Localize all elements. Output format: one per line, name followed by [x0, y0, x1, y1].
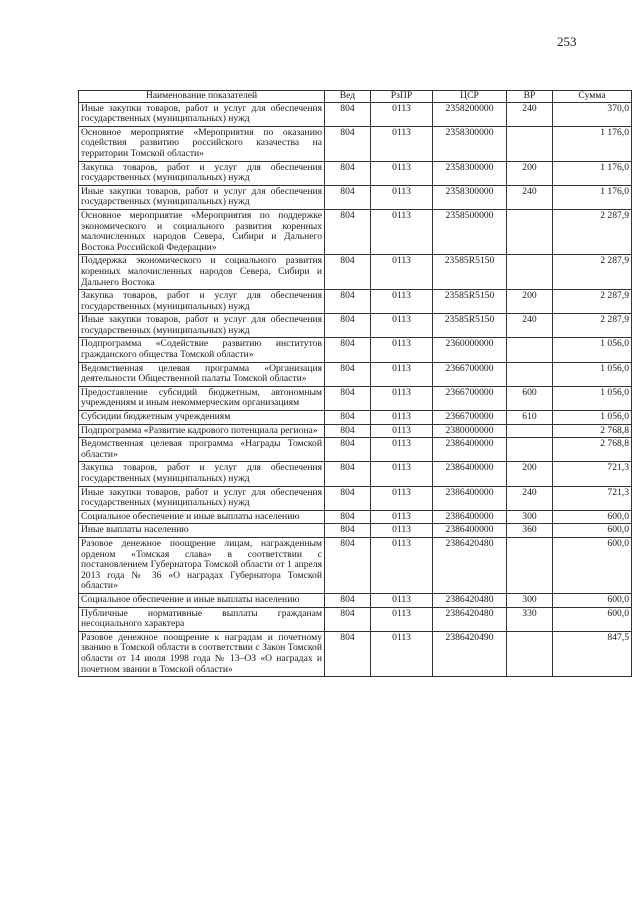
cell-name: Иные закупки товаров, работ и услуг для обеспечения государственных (муниципальных) нужд	[79, 102, 325, 126]
cell-vr: 200	[507, 462, 553, 486]
cell-ved: 804	[325, 424, 371, 438]
cell-vr: 600	[507, 386, 553, 410]
cell-vr	[507, 362, 553, 386]
table-row	[79, 255, 632, 290]
cell-rzpr: 0113	[371, 386, 433, 410]
table-row	[79, 290, 632, 314]
cell-ved: 804	[325, 607, 371, 631]
cell-csr: 2366700000	[433, 386, 507, 410]
cell-name: Иные закупки товаров, работ и услуг для обеспечения государственных (муниципальных) нужд	[79, 185, 325, 209]
cell-name: Ведомственная целевая программа «Награды Томской области»	[79, 438, 325, 462]
cell-name: Предоставление субсидий бюджетным, автономным учреждениям и иным некоммерческим организациям	[79, 386, 325, 410]
cell-csr: 2386420480	[433, 593, 507, 607]
cell-ved: 804	[325, 102, 371, 126]
cell-name: Поддержка экономического и социального развития коренных малочисленных народов Севера, Сибири и Дальнего Востока	[79, 255, 325, 290]
cell-vr	[507, 209, 553, 254]
cell-vr: 240	[507, 185, 553, 209]
cell-csr: 23585R5150	[433, 290, 507, 314]
cell-vr	[507, 424, 553, 438]
cell-ved: 804	[325, 362, 371, 386]
table-row	[79, 386, 632, 410]
table-row	[79, 462, 632, 486]
cell-sum: 1 056,0	[553, 362, 632, 386]
cell-name: Социальное обеспечение и иные выплаты населению	[79, 510, 325, 524]
cell-vr: 300	[507, 593, 553, 607]
header-ved: Вед	[325, 91, 371, 103]
cell-name: Подпрограмма «Развитие кадрового потенциала региона»	[79, 424, 325, 438]
cell-vr	[507, 537, 553, 593]
cell-ved: 804	[325, 290, 371, 314]
budget-table	[78, 90, 632, 677]
cell-vr	[507, 255, 553, 290]
cell-rzpr: 0113	[371, 607, 433, 631]
cell-vr	[507, 631, 553, 676]
table-row	[79, 510, 632, 524]
header-csr: ЦСР	[433, 91, 507, 103]
cell-name: Закупка товаров, работ и услуг для обеспечения государственных (муниципальных) нужд	[79, 290, 325, 314]
table-row	[79, 314, 632, 338]
cell-ved: 804	[325, 185, 371, 209]
cell-ved: 804	[325, 486, 371, 510]
cell-vr: 300	[507, 510, 553, 524]
cell-ved: 804	[325, 161, 371, 185]
cell-sum: 2 287,9	[553, 209, 632, 254]
cell-sum: 2 768,8	[553, 424, 632, 438]
cell-vr: 200	[507, 290, 553, 314]
cell-name: Закупка товаров, работ и услуг для обеспечения государственных (муниципальных) нужд	[79, 462, 325, 486]
page-number: 253	[557, 34, 577, 49]
cell-csr: 23585R5150	[433, 255, 507, 290]
cell-csr: 2386420490	[433, 631, 507, 676]
cell-vr: 330	[507, 607, 553, 631]
table-row	[79, 161, 632, 185]
cell-name: Разовое денежное поощрение к наградам и почетному званию в Томской области в соответствии с Закон Томской области от 14 июля 1998 года № 13–ОЗ «О наградах и почетном звании в Томской области»	[79, 631, 325, 676]
cell-name: Иные закупки товаров, работ и услуг для обеспечения государственных (муниципальных) нужд	[79, 486, 325, 510]
cell-name: Ведомственная целевая программа «Организация деятельности Общественной палаты Томской области»	[79, 362, 325, 386]
cell-vr: 240	[507, 486, 553, 510]
cell-sum: 600,0	[553, 537, 632, 593]
cell-csr: 2386400000	[433, 510, 507, 524]
cell-vr	[507, 438, 553, 462]
cell-rzpr: 0113	[371, 161, 433, 185]
table-row	[79, 607, 632, 631]
table-row	[79, 102, 632, 126]
table-row	[79, 486, 632, 510]
cell-csr: 2358500000	[433, 209, 507, 254]
cell-ved: 804	[325, 411, 371, 425]
table-row	[79, 424, 632, 438]
cell-vr: 240	[507, 314, 553, 338]
cell-name: Субсидии бюджетным учреждениям	[79, 411, 325, 425]
table-header-row	[79, 91, 632, 103]
table-row	[79, 362, 632, 386]
cell-sum: 847,5	[553, 631, 632, 676]
cell-ved: 804	[325, 314, 371, 338]
cell-sum: 1 176,0	[553, 126, 632, 161]
cell-vr	[507, 338, 553, 362]
cell-rzpr: 0113	[371, 314, 433, 338]
cell-sum: 370,0	[553, 102, 632, 126]
cell-sum: 721,3	[553, 462, 632, 486]
cell-sum: 1 176,0	[553, 185, 632, 209]
cell-ved: 804	[325, 126, 371, 161]
cell-name: Публичные нормативные выплаты гражданам несоциального характера	[79, 607, 325, 631]
table-row	[79, 338, 632, 362]
table-row	[79, 438, 632, 462]
cell-vr: 240	[507, 102, 553, 126]
cell-csr: 2386400000	[433, 438, 507, 462]
cell-name: Закупка товаров, работ и услуг для обеспечения государственных (муниципальных) нужд	[79, 161, 325, 185]
header-sum: Сумма	[553, 91, 632, 103]
cell-sum: 2 287,9	[553, 314, 632, 338]
cell-ved: 804	[325, 438, 371, 462]
cell-rzpr: 0113	[371, 424, 433, 438]
cell-csr: 2386420480	[433, 537, 507, 593]
cell-sum: 1 176,0	[553, 161, 632, 185]
table-row	[79, 631, 632, 676]
cell-sum: 600,0	[553, 524, 632, 538]
cell-csr: 2358300000	[433, 185, 507, 209]
cell-name: Социальное обеспечение и иные выплаты населению	[79, 593, 325, 607]
cell-ved: 804	[325, 338, 371, 362]
cell-name: Иные закупки товаров, работ и услуг для обеспечения государственных (муниципальных) нужд	[79, 314, 325, 338]
cell-name: Основное мероприятие «Мероприятия по оказанию содействия развитию российского казачества на территории Томской области»	[79, 126, 325, 161]
cell-rzpr: 0113	[371, 209, 433, 254]
cell-ved: 804	[325, 524, 371, 538]
table-row	[79, 524, 632, 538]
cell-sum: 1 056,0	[553, 386, 632, 410]
cell-csr: 2366700000	[433, 411, 507, 425]
cell-name: Иные выплаты населению	[79, 524, 325, 538]
cell-vr: 360	[507, 524, 553, 538]
cell-vr: 610	[507, 411, 553, 425]
cell-ved: 804	[325, 510, 371, 524]
cell-csr: 2358200000	[433, 102, 507, 126]
cell-rzpr: 0113	[371, 255, 433, 290]
header-name: Наименование показателей	[79, 91, 325, 103]
cell-csr: 23585R5150	[433, 314, 507, 338]
cell-ved: 804	[325, 386, 371, 410]
cell-sum: 600,0	[553, 510, 632, 524]
cell-rzpr: 0113	[371, 524, 433, 538]
cell-csr: 2358300000	[433, 126, 507, 161]
table-row	[79, 593, 632, 607]
cell-rzpr: 0113	[371, 510, 433, 524]
cell-name: Подпрограмма «Содействие развитию институтов гражданского общества Томской области»	[79, 338, 325, 362]
header-vr: ВР	[507, 91, 553, 103]
cell-rzpr: 0113	[371, 486, 433, 510]
cell-vr: 200	[507, 161, 553, 185]
cell-csr: 2386420480	[433, 607, 507, 631]
cell-sum: 2 768,8	[553, 438, 632, 462]
cell-rzpr: 0113	[371, 338, 433, 362]
cell-sum: 721,3	[553, 486, 632, 510]
table-row	[79, 411, 632, 425]
cell-rzpr: 0113	[371, 631, 433, 676]
cell-rzpr: 0113	[371, 411, 433, 425]
cell-rzpr: 0113	[371, 290, 433, 314]
table-row	[79, 126, 632, 161]
cell-ved: 804	[325, 209, 371, 254]
cell-rzpr: 0113	[371, 537, 433, 593]
cell-csr: 2380000000	[433, 424, 507, 438]
cell-csr: 2386400000	[433, 486, 507, 510]
cell-ved: 804	[325, 537, 371, 593]
cell-ved: 804	[325, 593, 371, 607]
cell-rzpr: 0113	[371, 126, 433, 161]
cell-csr: 2386400000	[433, 524, 507, 538]
cell-ved: 804	[325, 462, 371, 486]
cell-rzpr: 0113	[371, 185, 433, 209]
cell-rzpr: 0113	[371, 593, 433, 607]
cell-vr	[507, 126, 553, 161]
cell-sum: 1 056,0	[553, 411, 632, 425]
cell-csr: 2366700000	[433, 362, 507, 386]
cell-csr: 2358300000	[433, 161, 507, 185]
header-rzpr: РзПР	[371, 91, 433, 103]
cell-sum: 600,0	[553, 593, 632, 607]
cell-csr: 2386400000	[433, 462, 507, 486]
cell-sum: 2 287,9	[553, 255, 632, 290]
cell-name: Основное мероприятие «Мероприятия по поддержке экономического и социального развития коренных малочисленных народов Севера, Сибири и Дальнего Востока Российской Федерации»	[79, 209, 325, 254]
cell-ved: 804	[325, 255, 371, 290]
cell-csr: 2360000000	[433, 338, 507, 362]
cell-rzpr: 0113	[371, 438, 433, 462]
table-row	[79, 209, 632, 254]
cell-rzpr: 0113	[371, 362, 433, 386]
table-row	[79, 185, 632, 209]
cell-ved: 804	[325, 631, 371, 676]
table-row	[79, 537, 632, 593]
cell-sum: 600,0	[553, 607, 632, 631]
cell-name: Разовое денежное поощрение лицам, награжденным орденом «Томская слава» в соответствии с постановлением Губернатора Томской области от 1 апреля 2013 года № 36 «О наградах Губернатора Томской области»	[79, 537, 325, 593]
cell-rzpr: 0113	[371, 462, 433, 486]
cell-sum: 1 056,0	[553, 338, 632, 362]
cell-rzpr: 0113	[371, 102, 433, 126]
cell-sum: 2 287,9	[553, 290, 632, 314]
